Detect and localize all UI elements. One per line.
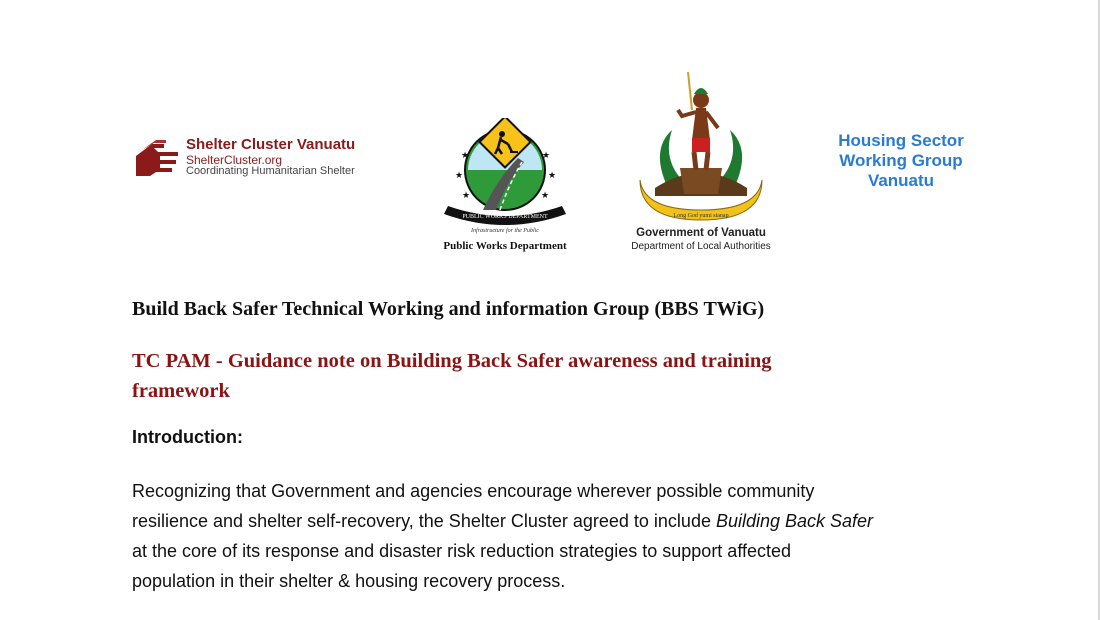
- public-works-caption: Public Works Department: [443, 240, 567, 252]
- government-vanuatu-logo: [610, 70, 795, 256]
- government-motto: Long God yumi stanap: [673, 213, 729, 219]
- svg-text:★: ★: [461, 150, 470, 160]
- shelter-cluster-title: Shelter Cluster Vanuatu: [186, 136, 356, 153]
- paragraph-line: population in their shelter & housing recovery process.: [132, 571, 566, 591]
- svg-text:★: ★: [455, 170, 464, 180]
- public-works-logo: [438, 118, 578, 258]
- shelter-cluster-tagline: Coordinating Humanitarian Shelter: [186, 165, 355, 177]
- subheading-line: TC PAM - Guidance note on Building Back Safer awareness and training: [132, 350, 772, 372]
- housing-sector-line: Working Group: [839, 151, 963, 170]
- document-subheading: [132, 346, 892, 406]
- coat-of-arms-icon: [610, 70, 792, 225]
- government-title: Government of Vanuatu: [636, 227, 766, 239]
- subheading-line: framework: [132, 380, 230, 402]
- public-works-banner: PUBLIC WORKS DEPARTMENT: [462, 214, 548, 220]
- paragraph-line: [132, 506, 992, 536]
- svg-text:★: ★: [462, 190, 471, 200]
- shelter-hands-icon: [134, 136, 180, 178]
- svg-text:★: ★: [541, 190, 550, 200]
- paragraph-emphasis: Building Back Safer: [715, 511, 874, 531]
- housing-sector-line: Vanuatu: [867, 171, 935, 190]
- paragraph-line: at the core of its response and disaster risk reduction strategies to support affected: [132, 541, 792, 561]
- public-works-emblem-icon: [438, 118, 572, 228]
- housing-sector-line: Housing Sector: [838, 131, 964, 150]
- paragraph-text: resilience and shelter self-recovery, the Shelter Cluster agreed to include: [132, 511, 716, 531]
- public-works-tagline: Infrastructure for the Public: [471, 228, 539, 234]
- svg-text:★: ★: [548, 170, 557, 180]
- housing-sector-logo: [826, 131, 976, 191]
- svg-text:★: ★: [542, 150, 551, 160]
- section-title: Introduction:: [132, 427, 243, 447]
- paragraph-line: Recognizing that Government and agencies encourage wherever possible community: [132, 481, 815, 501]
- shelter-cluster-logo: [134, 132, 404, 182]
- document-heading: Build Back Safer Technical Working and information Group (BBS TWiG): [132, 298, 765, 320]
- government-department: Department of Local Authorities: [631, 241, 771, 252]
- shelter-cluster-site: ShelterCluster.org: [186, 153, 283, 167]
- introduction-paragraph: [132, 476, 992, 596]
